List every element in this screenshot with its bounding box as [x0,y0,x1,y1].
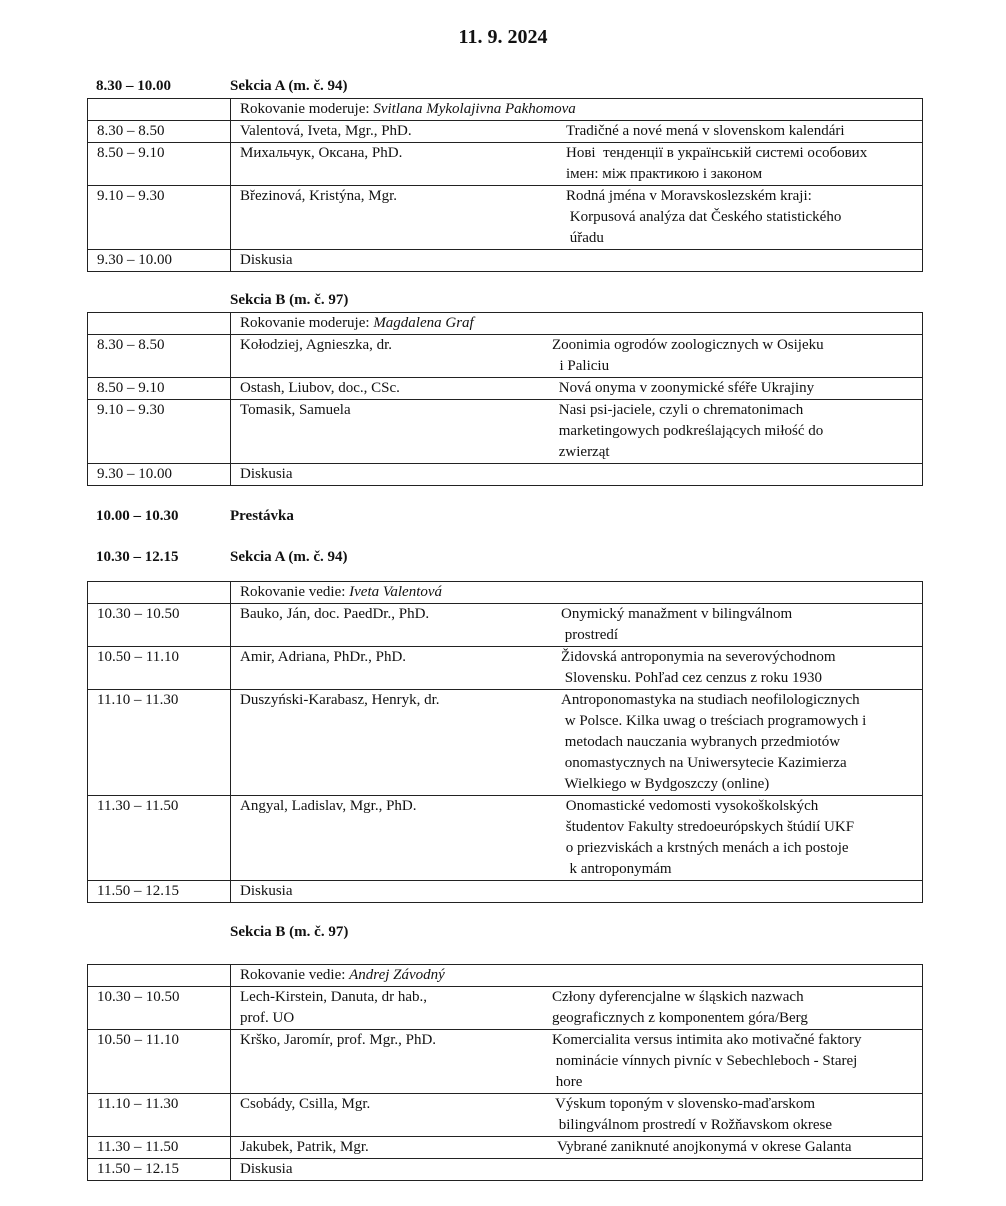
slot-time: 10.50 – 11.10 [88,1030,231,1094]
slot-time: 8.30 – 8.50 [88,335,231,378]
page-date: 11. 9. 2024 [458,26,548,48]
talk-cell [231,400,923,464]
speaker-line: Duszyński-Karabasz, Henryk, dr. [240,692,440,708]
speaker-line: Ostash, Liubov, doc., CSc. [240,380,400,396]
title-line: Nová onyma v zoonymické sféře Ukrajiny [555,380,815,396]
title-line: geograficznych z komponentem góra/Berg [552,1010,808,1026]
talk-title [562,796,854,880]
moderator-label: Rokovanie vedie: [240,967,346,983]
title-line: Onymický manažment v bilingválnom [561,606,793,622]
title-line: w Polsce. Kilka uwag o treściach programowych i [561,713,867,729]
speaker-line: Angyal, Ladislav, Mgr., PhD. [240,798,417,814]
title-line: Vybrané zaniknuté anojkonymá v okrese Galanta [557,1139,852,1155]
talk-cell [231,1159,923,1181]
title-line: zwierząt [555,444,610,460]
slot-time: 8.30 – 8.50 [88,121,231,143]
table-row [88,378,923,400]
session-table [87,312,923,486]
block-time: 10.30 – 12.15 [96,549,179,565]
table-row [88,796,923,881]
speaker-line: Diskusia [240,1161,293,1177]
title-line: metodach nauczania wybranych przedmiotów [561,734,841,750]
title-line: študentov Fakulty stredoeurópskych štúdií UKF [562,819,855,835]
moderator-name: Andrej Závodný [349,967,445,983]
table-row [88,1159,923,1181]
talk-cell [231,604,923,647]
table-row [88,143,923,186]
table-row [88,186,923,250]
talk-title [566,143,867,185]
speaker-line: Lech-Kirstein, Danuta, dr hab., [240,989,428,1005]
block-header [0,292,1006,314]
moderator-name: Magdalena Graf [373,315,474,331]
talk-title [557,1137,851,1158]
moderator-row [88,99,923,121]
title-line: Antroponomastyka na studiach neofilologicznych [561,692,860,708]
block-header [0,924,1006,946]
block-section-title: Sekcia B (m. č. 97) [230,292,349,308]
table-row [88,464,923,486]
table-row [88,335,923,378]
speaker [240,250,922,271]
slot-time: 10.30 – 10.50 [88,987,231,1030]
empty-cell [88,313,231,335]
speaker-line: Březinová, Kristýna, Mgr. [240,188,398,204]
empty-cell [88,582,231,604]
moderator-label: Rokovanie moderuje: [240,101,370,117]
block-time: 8.30 – 10.00 [96,78,171,94]
slot-time: 8.50 – 9.10 [88,378,231,400]
talk-title [566,186,841,249]
talk-title [561,690,866,795]
moderator-name: Svitlana Mykolajivna Pakhomova [373,101,576,117]
title-line: Komercialita versus intimita ako motivačné faktory [552,1032,862,1048]
table-row [88,250,923,272]
empty-cell [88,965,231,987]
title-line: Tradičné a nové mená v slovenskom kalendári [566,123,845,139]
title-line: Výskum toponým v slovensko-maďarskom [555,1096,816,1112]
block-header [0,78,1006,100]
speaker-line: Михальчук, Оксана, PhD. [240,145,403,161]
talk-cell [231,796,923,881]
title-line: Człony dyferencjalne w śląskich nazwach [552,989,804,1005]
title-line: Zoonimia ogrodów zoologicznych w Osijeku [552,337,824,353]
title-line: o priezviskách a krstných menách a ich postoje [562,840,849,856]
talk-cell [231,186,923,250]
talk-cell [231,881,923,903]
speaker-line: Diskusia [240,466,293,482]
speaker-line: prof. UO [240,1010,295,1026]
moderator-cell [231,99,923,121]
talk-cell [231,987,923,1030]
talk-title [552,335,824,377]
slot-time: 8.50 – 9.10 [88,143,231,186]
moderator-row [88,965,923,987]
talk-title [552,987,808,1029]
talk-title [555,1094,832,1136]
table-row [88,690,923,796]
title-line: Nasi psi-jaciele, czyli o chrematonimach [555,402,804,418]
title-line: Židovská antroponymia na severovýchodnom [561,649,836,665]
title-line: i Paliciu [552,358,610,374]
slot-time: 10.30 – 10.50 [88,604,231,647]
slot-time: 9.10 – 9.30 [88,400,231,464]
title-line: Onomastické vedomosti vysokoškolských [562,798,819,814]
table-row [88,1030,923,1094]
speaker [240,881,922,902]
speaker-line: Bauko, Ján, doc. PaedDr., PhD. [240,606,430,622]
slot-time: 11.10 – 11.30 [88,1094,231,1137]
title-line: Korpusová analýza dat Českého statistického [566,209,842,225]
talk-cell [231,121,923,143]
title-line: prostredí [561,627,619,643]
talk-cell [231,464,923,486]
talk-title [555,400,823,463]
title-line: Нові тенденції в українській системі особових [566,145,868,161]
table-row [88,647,923,690]
talk-cell [231,335,923,378]
table-row [88,121,923,143]
block-section-title: Sekcia B (m. č. 97) [230,924,349,940]
slot-time: 10.50 – 11.10 [88,647,231,690]
speaker-line: Kołodziej, Agnieszka, dr. [240,337,393,353]
moderator-row [88,313,923,335]
title-line: hore [552,1074,583,1090]
title-line: Rodná jména v Moravskoslezském kraji: [566,188,812,204]
session-table [87,581,923,903]
slot-time: 9.30 – 10.00 [88,250,231,272]
speaker-line: Tomasik, Samuela [240,402,351,418]
slot-time: 9.30 – 10.00 [88,464,231,486]
talk-cell [231,1137,923,1159]
talk-cell [231,1094,923,1137]
speaker-line: Diskusia [240,252,293,268]
table-row [88,1137,923,1159]
title-line: marketingowych podkreślających miłość do [555,423,824,439]
block-header [0,508,1006,530]
talk-cell [231,378,923,400]
speaker-line: Valentová, Iveta, Mgr., PhD. [240,123,412,139]
empty-cell [88,99,231,121]
speaker-line: Csobády, Csilla, Mgr. [240,1096,371,1112]
talk-cell [231,143,923,186]
title-line: імен: між практикою і законом [566,166,763,182]
table-row [88,400,923,464]
table-row [88,881,923,903]
speaker-line: Diskusia [240,883,293,899]
block-section-title: Prestávka [230,508,294,524]
speaker-line: Krško, Jaromír, prof. Mgr., PhD. [240,1032,437,1048]
table-row [88,1094,923,1137]
talk-title [552,1030,862,1093]
title-line: Wielkiego w Bydgoszczy (online) [561,776,770,792]
title-line: Slovensku. Pohľad cez cenzus z roku 1930 [561,670,823,686]
moderator-cell [231,313,923,335]
slot-time: 11.30 – 11.50 [88,1137,231,1159]
talk-cell [231,1030,923,1094]
talk-cell [231,647,923,690]
talk-title [566,121,845,142]
talk-cell [231,250,923,272]
block-time: 10.00 – 10.30 [96,508,179,524]
title-line: nominácie vínnych pivníc v Sebechleboch - Starej [552,1053,858,1069]
moderator-label: Rokovanie vedie: [240,584,346,600]
talk-cell [231,690,923,796]
block-header [0,549,1006,571]
title-line: k antroponymám [562,861,672,877]
title-line: bilingválnom prostredí v Rožňavskom okrese [555,1117,833,1133]
title-line: úřadu [566,230,604,246]
table-row [88,987,923,1030]
block-section-title: Sekcia A (m. č. 94) [230,549,348,565]
moderator-name: Iveta Valentová [349,584,443,600]
session-table [87,964,923,1181]
moderator-cell [231,582,923,604]
slot-time: 11.10 – 11.30 [88,690,231,796]
speaker [240,1159,922,1180]
title-line: onomastycznych na Uniwersytecie Kazimierza [561,755,847,771]
block-section-title: Sekcia A (m. č. 94) [230,78,348,94]
moderator-cell [231,965,923,987]
speaker-line: Amir, Adriana, PhDr., PhD. [240,649,407,665]
moderator-label: Rokovanie moderuje: [240,315,370,331]
talk-title [555,378,814,399]
slot-time: 11.50 – 12.15 [88,1159,231,1181]
slot-time: 11.30 – 11.50 [88,796,231,881]
talk-title [561,647,836,689]
speaker [240,464,922,485]
table-row [88,604,923,647]
talk-title [561,604,792,646]
moderator-row [88,582,923,604]
speaker-line: Jakubek, Patrik, Mgr. [240,1139,369,1155]
slot-time: 11.50 – 12.15 [88,881,231,903]
slot-time: 9.10 – 9.30 [88,186,231,250]
session-table [87,98,923,272]
